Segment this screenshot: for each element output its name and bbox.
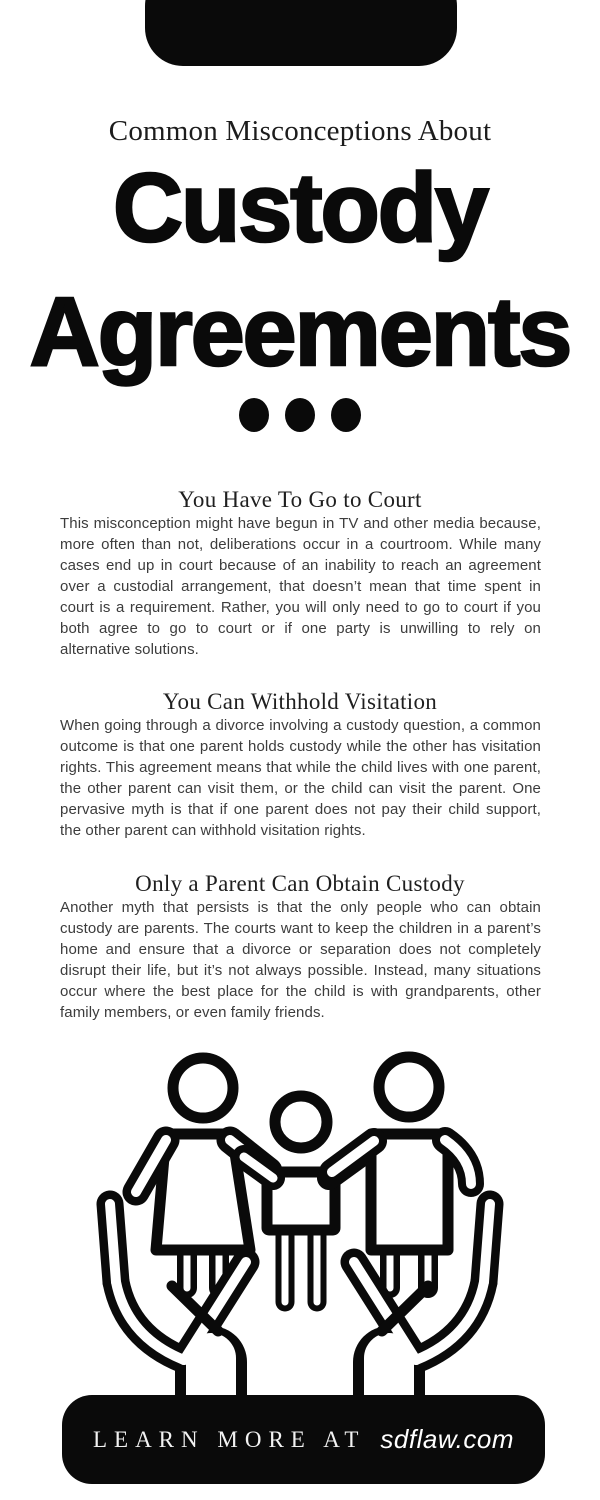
main-title-line1: Custody (113, 153, 487, 262)
section-heading-court: You Have To Go to Court (178, 487, 422, 512)
family-held-in-hands-icon (80, 1030, 520, 1398)
footer-site-url: sdflaw.com (380, 1424, 515, 1454)
main-title-line2: Agreements (29, 277, 571, 386)
child-figure (244, 1096, 358, 1302)
dot-icon (239, 398, 269, 432)
section-heading-visitation: You Can Withhold Visitation (162, 689, 438, 714)
dot-icon (331, 398, 361, 432)
section-body-obtain-custody: Another myth that persists is that the only people who can obtain custody are parents. The courts want to keep the children in a parent’s home and ensure that a divorce or separation does not completely disrupt their life, but it’s not always possible. Instead, many situations occur where the best place for the child is with grandparents, other family members, or even family friends. (60, 899, 541, 1021)
top-rounded-cap (145, 0, 457, 66)
dot-icon (285, 398, 315, 432)
three-dots-icon (0, 398, 600, 432)
footer-label: LEARN MORE AT (92, 1426, 366, 1452)
section-body-visitation: When going through a divorce involving a custody question, a common outcome is that one parent holds custody while the other has visitation rights. This agreement means that while the child lives with one parent, the other parent can visit them, or the child can visit the parent. One pervasive myth is that if one parent does not pay their child support, the other parent can withhold visitation rights. (60, 717, 541, 839)
section-heading-obtain-custody: Only a Parent Can Obtain Custody (135, 871, 465, 896)
eyebrow-title: Common Misconceptions About (108, 115, 492, 147)
footer-link[interactable] (62, 1395, 545, 1484)
section-body-court: This misconception might have begun in TV and other media because, more often than not, deliberations occur in a courtroom. While many cases end up in court because of an inability to reach an agreement over a custodial arrangement, that doesn’t mean that time spent in court is a requirement. Rather, you will only need to go to court if you both agree to go to court or if one party is unwilling to rely on alternative solutions. (60, 515, 541, 658)
